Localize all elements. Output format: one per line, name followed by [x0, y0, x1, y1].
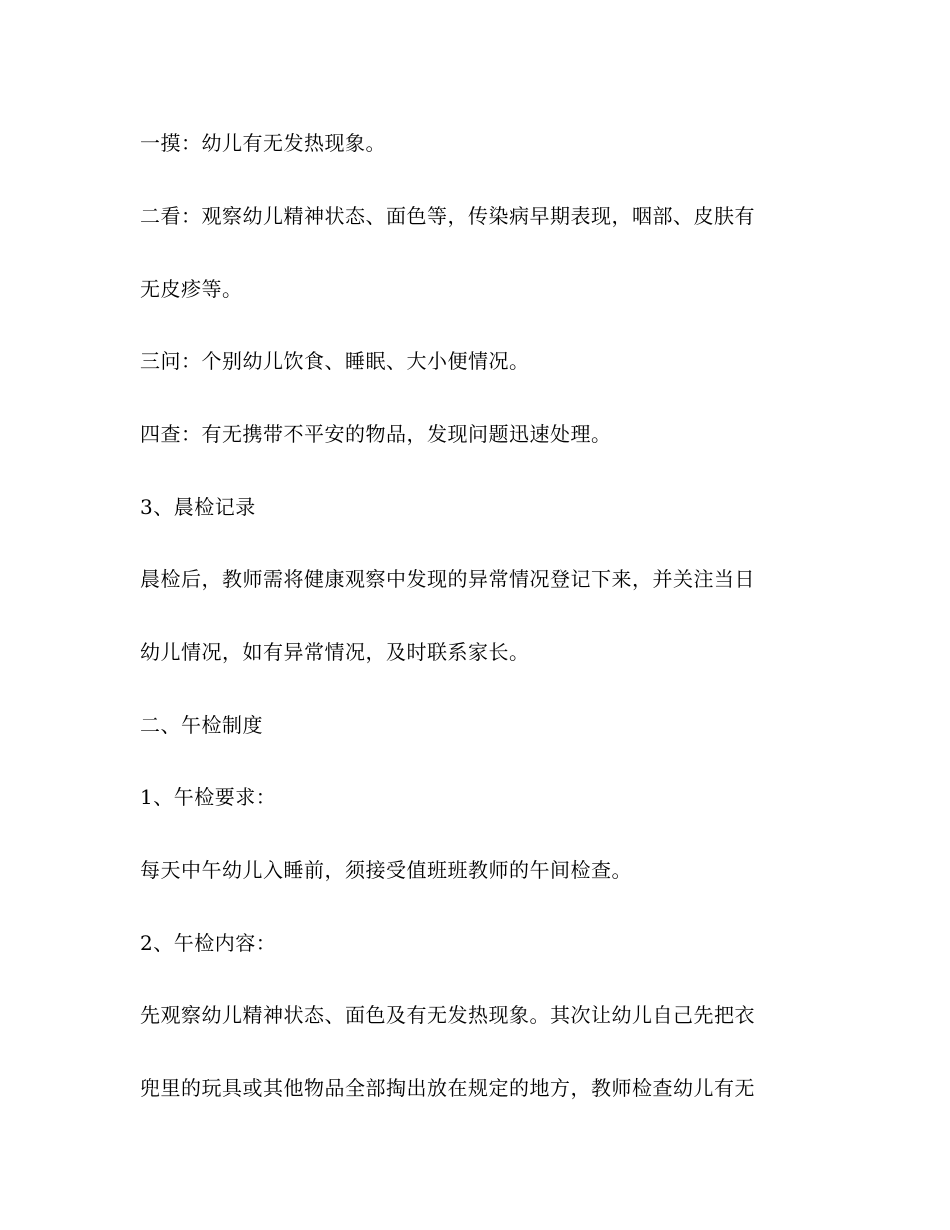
text-line: 三问：个别幼儿饮食、睡眠、大小便情况。 — [140, 349, 530, 373]
text-line: 兜里的玩具或其他物品全部掏出放在规定的地方，教师检查幼儿有无 — [140, 1076, 755, 1100]
section-heading: 1、午检要求： — [140, 785, 277, 809]
text-line: 每天中午幼儿入睡前，须接受值班班教师的午间检查。 — [140, 858, 632, 882]
text-line: 先观察幼儿精神状态、面色及有无发热现象。其次让幼儿自己先把衣 — [140, 1003, 755, 1027]
section-heading: 二、午检制度 — [140, 713, 263, 737]
text-line: 四查：有无携带不平安的物品，发现问题迅速处理。 — [140, 422, 612, 446]
text-line: 无皮疹等。 — [140, 277, 243, 301]
section-heading: 2、午检内容： — [140, 931, 277, 955]
text-line: 幼儿情况，如有异常情况，及时联系家长。 — [140, 640, 530, 664]
text-line: 二看：观察幼儿精神状态、面色等，传染病早期表现，咽部、皮肤有 — [140, 204, 755, 228]
section-heading: 3、晨检记录 — [140, 495, 256, 519]
text-line: 晨检后，教师需将健康观察中发现的异常情况登记下来，并关注当日 — [140, 567, 755, 591]
text-line: 一摸：幼儿有无发热现象。 — [140, 131, 386, 155]
